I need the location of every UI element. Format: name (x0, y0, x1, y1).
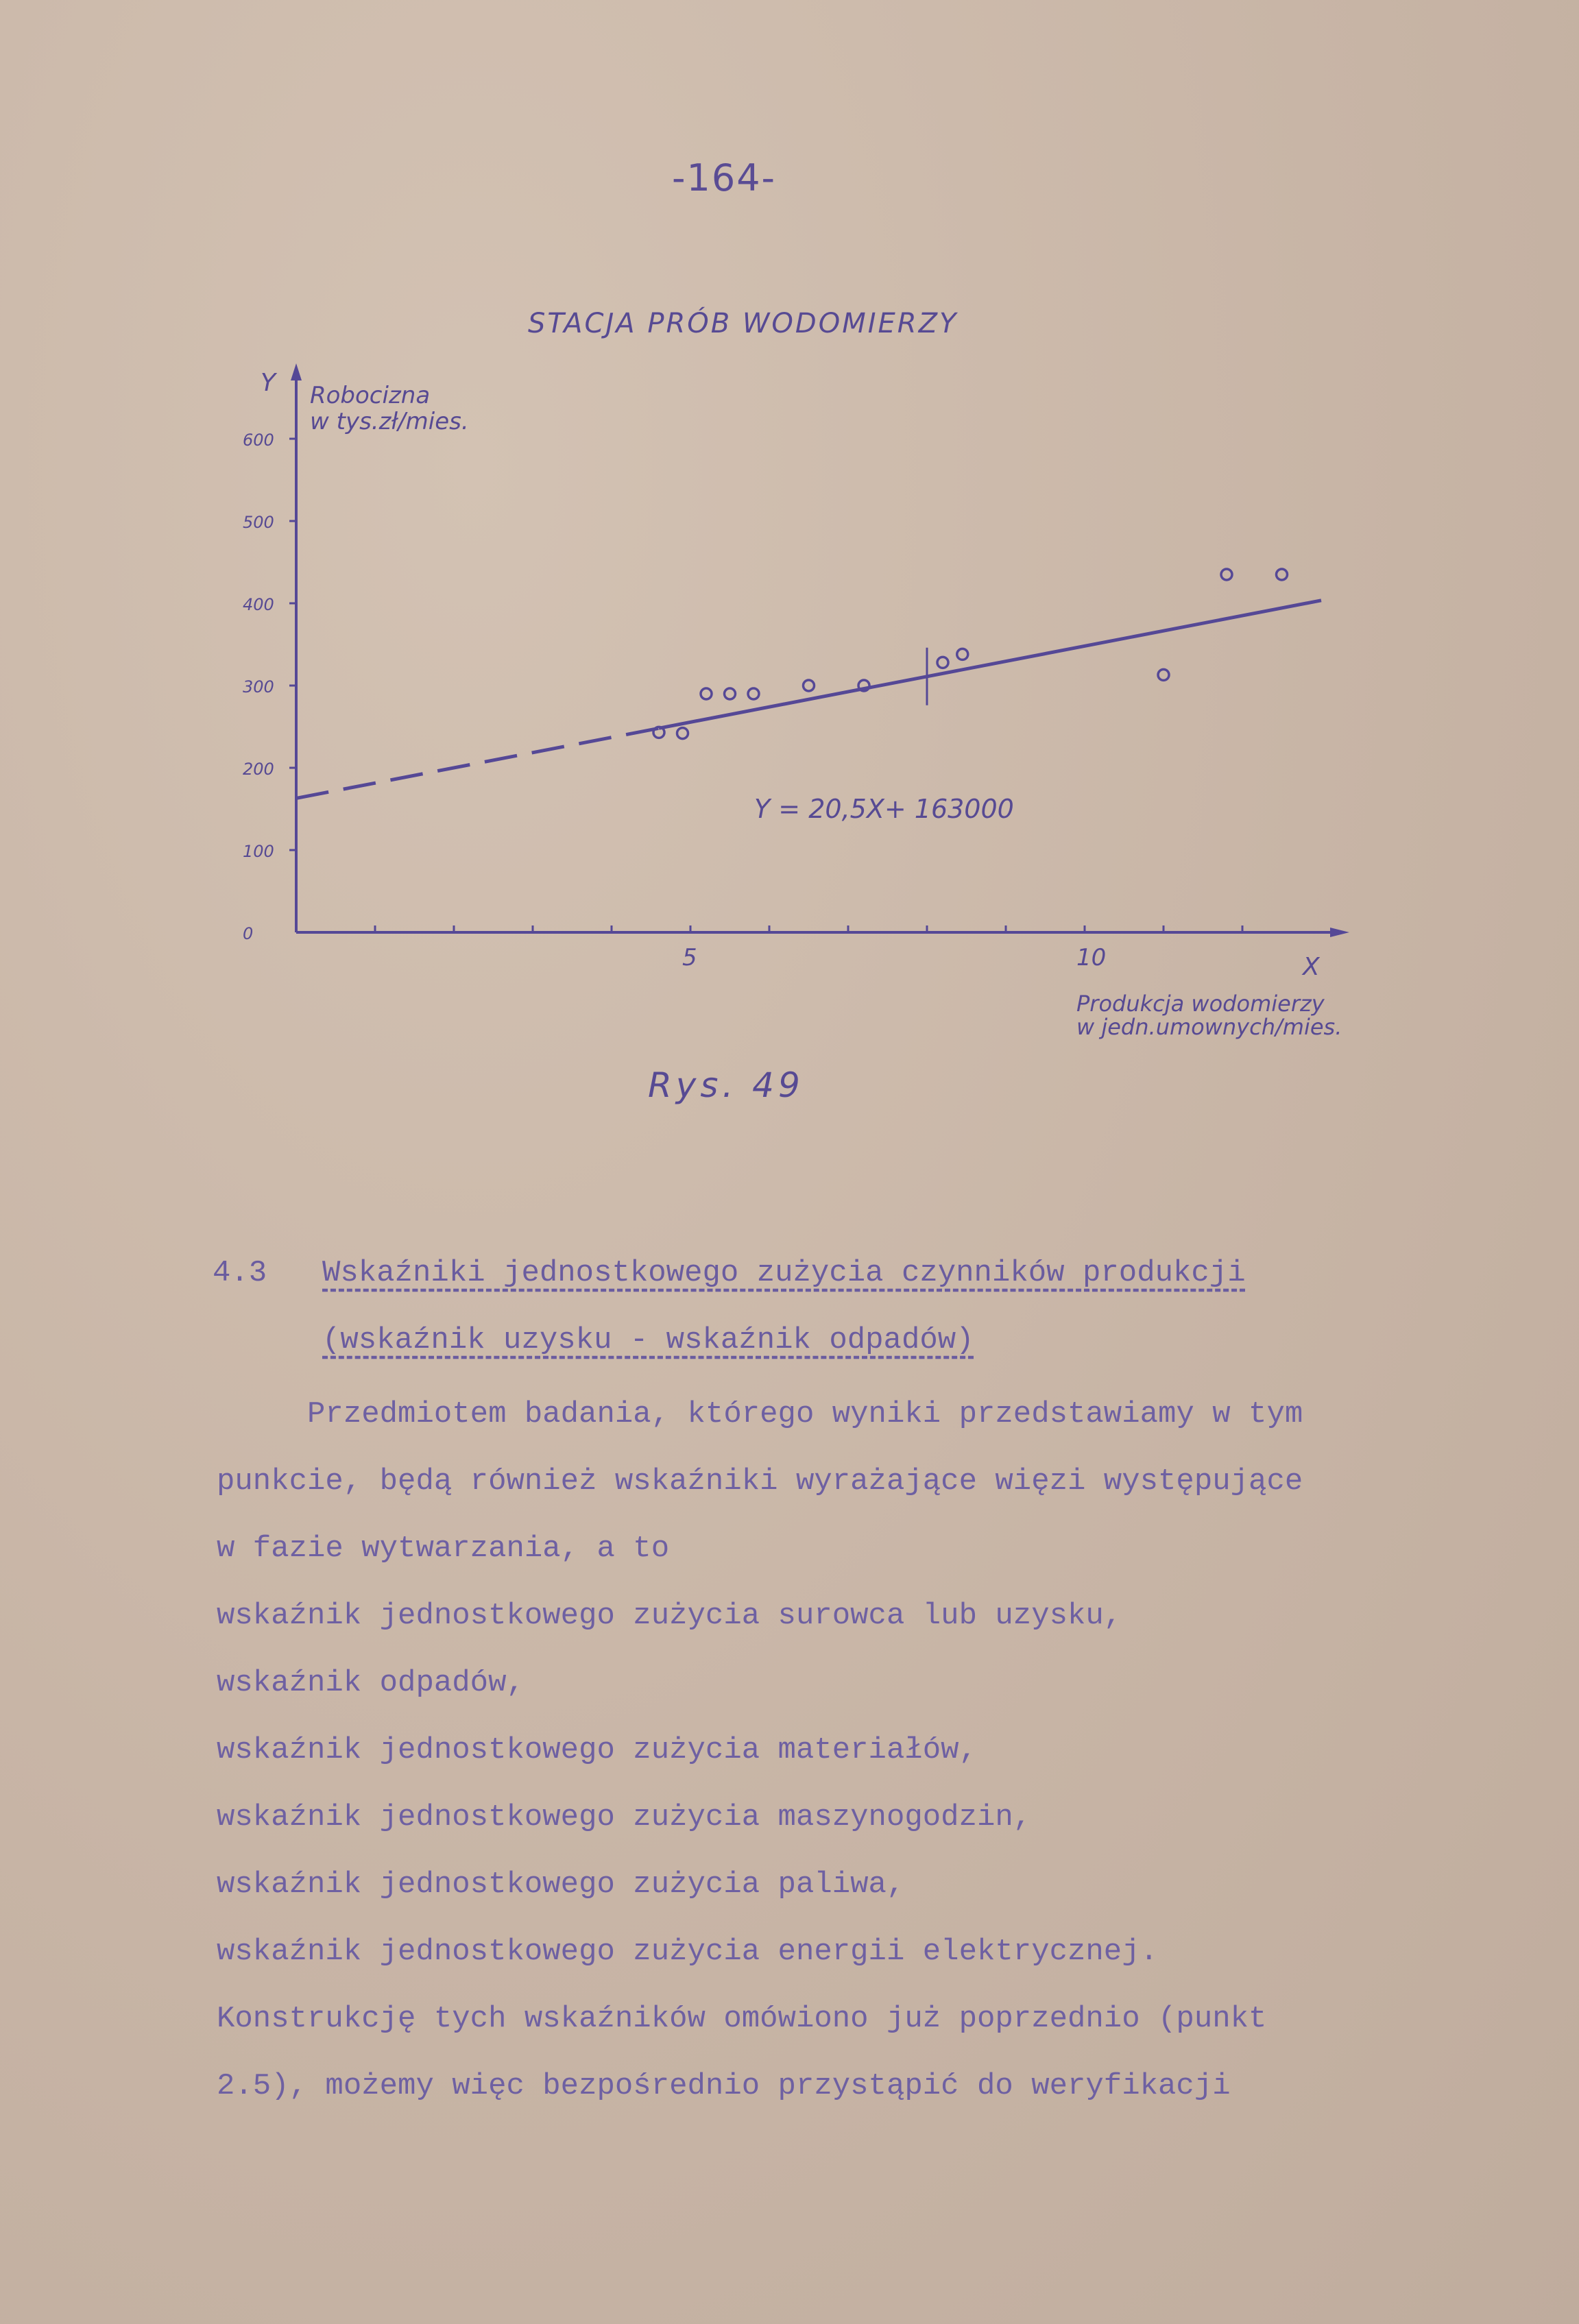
body-line-2: punkcie, będą również wskaźniki wyrażające więzi występujące (217, 1464, 1303, 1499)
y-tick-label: 400 (243, 595, 274, 614)
y-tick-label: 200 (243, 760, 274, 779)
body-line-4: wskaźnik jednostkowego zużycia surowca lub uzysku, (217, 1599, 1122, 1633)
regression-solid-segment (659, 601, 1321, 728)
figure-caption: Rys. 49 (648, 1065, 804, 1105)
x-axis-symbol: X (1303, 953, 1320, 981)
ylabel-line: w tys.zł/mies. (310, 408, 469, 435)
regression-dashed-segment (296, 728, 659, 798)
data-point (1277, 569, 1288, 580)
body-line-11: 2.5), możemy więc bezpośrednio przystąpić do weryfikacji (217, 2069, 1231, 2103)
data-points (653, 569, 1288, 739)
regression-equation: Y = 20,5X+ 163000 (754, 794, 1014, 824)
body-line-9: wskaźnik jednostkowego zużycia energii elektrycznej. (217, 1935, 1159, 1969)
chart-svg (206, 288, 1481, 1145)
body-line-7: wskaźnik jednostkowego zużycia maszynogodzin, (217, 1800, 1032, 1835)
section-title-line1: Wskaźniki jednostkowego zużycia czynników produkcji (322, 1256, 1246, 1290)
x-axis-label (1076, 991, 1342, 1040)
regression-chart (206, 288, 1481, 1145)
y-tick-label: 100 (243, 842, 274, 861)
chart-ticks (243, 431, 1242, 971)
body-line-10: Konstrukcję tych wskaźników omówiono już poprzednio (punkt (217, 2002, 1267, 2036)
page-number: -164- (672, 156, 777, 199)
body-line-8: wskaźnik jednostkowego zużycia paliwa, (217, 1867, 905, 1902)
data-point (804, 680, 815, 691)
y-axis-symbol: Y (261, 369, 276, 397)
y-axis-label (310, 382, 469, 435)
body-line-3: w fazie wytwarzania, a to (217, 1532, 670, 1566)
y-tick-label: 600 (243, 431, 274, 450)
data-point (725, 688, 736, 699)
data-point (957, 649, 968, 659)
data-point (1221, 569, 1232, 580)
y-tick-label: 500 (243, 513, 274, 532)
data-point (701, 688, 712, 699)
data-point (937, 657, 948, 668)
data-point (653, 727, 664, 738)
chart-axes (291, 363, 1349, 937)
data-point (748, 688, 759, 699)
section-title-line2: (wskaźnik uzysku - wskaźnik odpadów) (322, 1323, 974, 1357)
data-point (1158, 669, 1169, 680)
ylabel-line: Robocizna (310, 382, 431, 409)
data-point (677, 728, 688, 739)
x-tick-label: 5 (682, 944, 697, 971)
xlabel-line: Produkcja wodomierzy (1076, 991, 1325, 1017)
section-number: 4.3 (213, 1256, 267, 1290)
chart-title: STACJA PRÓB WODOMIERZY (528, 308, 959, 339)
y-tick-label: 300 (243, 677, 274, 697)
y-tick-label: 0 (243, 924, 254, 943)
body-line-6: wskaźnik jednostkowego zużycia materiałów, (217, 1733, 977, 1767)
body-line-1: Przedmiotem badania, którego wyniki przedstawiamy w tym (217, 1397, 1303, 1431)
y-axis-arrow (291, 363, 302, 380)
x-tick-label: 10 (1076, 944, 1107, 971)
x-axis-arrow (1330, 928, 1349, 937)
regression-line (296, 601, 1321, 799)
xlabel-line: w jedn.umownych/mies. (1076, 1014, 1342, 1040)
body-line-5: wskaźnik odpadów, (217, 1666, 525, 1700)
